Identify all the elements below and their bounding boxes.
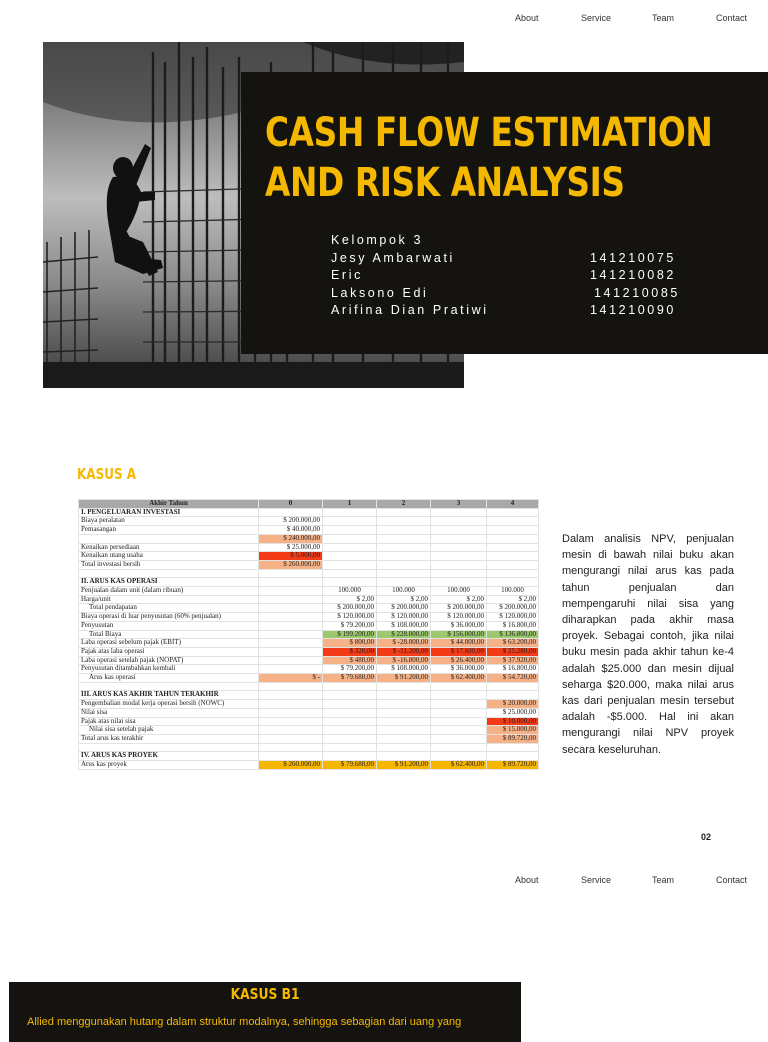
table-cell: [431, 552, 487, 561]
table-row: [79, 761, 539, 770]
table-cell: $ 240.000,00: [259, 534, 323, 543]
table-cell: [377, 743, 431, 752]
row-label: I. PENGELUARAN INVESTASI: [79, 508, 259, 517]
row-label: IV. ARUS KAS PROYEK: [79, 752, 259, 761]
table-cell: $ 200.000,00: [431, 604, 487, 613]
npv-explanation: Dalam analisis NPV, penjualan mesin di bawah nilai buku akan mengurangi nilai arus kas pada tahun penjualan dan mempengaruhi nilai sisa yang diharapkan pada akhir masa proyek. Sebagai contoh, jika nilai buku mesin pada akhir tahun ke-4 adalah $25.000 dan mesin dijual seharga $20.000, maka nilai arus kas dari penjualan mesin tersebut adalah -$5.000. Hal ini akan mengurangi nilai NPV proyek secara keseluruhan.: [562, 533, 734, 756]
table-cell: $ 26.400,00: [431, 656, 487, 665]
kasus-a-heading: KASUS A: [77, 465, 137, 483]
table-row: [79, 508, 539, 517]
table-cell: [323, 560, 377, 569]
table-cell: [259, 604, 323, 613]
table-cell: $ 5.000,00: [259, 552, 323, 561]
table-row: [79, 656, 539, 665]
table-row: [79, 613, 539, 622]
row-label: Biaya operasi di luar penyusutan (60% penjualan): [79, 613, 259, 622]
table-cell: [431, 578, 487, 587]
table-cell: [431, 708, 487, 717]
table-cell: [323, 517, 377, 526]
row-label: Pajak atas laba operasi: [79, 647, 259, 656]
table-cell: $ 89.720,00: [487, 761, 539, 770]
kasus-b1-box: [9, 982, 521, 1042]
table-cell: [259, 752, 323, 761]
table-cell: [259, 691, 323, 700]
column-header: 3: [431, 500, 487, 509]
nav-contact[interactable]: Contact: [716, 875, 748, 885]
table-cell: [487, 508, 539, 517]
table-row: [79, 691, 539, 700]
table-cell: 100.000: [377, 587, 431, 596]
table-cell: $ 91.200,00: [377, 674, 431, 683]
table-cell: $ 228.000,00: [377, 630, 431, 639]
table-cell: [259, 569, 323, 578]
table-cell: [377, 691, 431, 700]
table-cell: $ 200.000,00: [487, 604, 539, 613]
table-row: [79, 734, 539, 743]
table-row: [79, 587, 539, 596]
table-cell: $ 200.000,00: [323, 604, 377, 613]
nav-service[interactable]: Service: [581, 13, 612, 23]
table-cell: [487, 569, 539, 578]
table-cell: [377, 508, 431, 517]
cash-flow-table: [78, 499, 539, 770]
column-header: 2: [377, 500, 431, 509]
row-label: [79, 682, 259, 691]
table-cell: $ 108.000,00: [377, 665, 431, 674]
table-cell: [259, 717, 323, 726]
table-cell: [323, 726, 377, 735]
member-name: Jesy Ambarwati: [331, 250, 455, 265]
table-cell: [377, 560, 431, 569]
table-cell: [259, 595, 323, 604]
title-line-1: CASH FLOW ESTIMATION: [265, 110, 713, 156]
row-label: Harga/unit: [79, 595, 259, 604]
row-label: Total arus kas terakhir: [79, 734, 259, 743]
column-header: 1: [323, 500, 377, 509]
table-cell: $ 2,00: [323, 595, 377, 604]
table-cell: $ 480,00: [323, 656, 377, 665]
table-cell: $ 79.200,00: [323, 621, 377, 630]
table-row: [79, 578, 539, 587]
table-cell: $ 120.000,00: [431, 613, 487, 622]
nav-team[interactable]: Team: [652, 875, 675, 885]
table-cell: $ 25.000,00: [487, 708, 539, 717]
row-label: Laba operasi sebelum pajak (EBIT): [79, 639, 259, 648]
table-cell: [377, 534, 431, 543]
table-cell: $ 17.600,00: [431, 647, 487, 656]
row-label: III. ARUS KAS AKHIR TAHUN TERAKHIR: [79, 691, 259, 700]
table-cell: $ -11.200,00: [377, 647, 431, 656]
row-label: [79, 743, 259, 752]
table-cell: [377, 752, 431, 761]
table-cell: [487, 691, 539, 700]
table-cell: $ 89.720,00: [487, 734, 539, 743]
row-label: Nilai sisa: [79, 708, 259, 717]
table-cell: [431, 534, 487, 543]
table-cell: [259, 682, 323, 691]
table-row: [79, 526, 539, 535]
table-cell: [259, 578, 323, 587]
table-cell: [487, 578, 539, 587]
row-label: Nilai sisa setelah pajak: [79, 726, 259, 735]
table-cell: [431, 743, 487, 752]
table-cell: [431, 691, 487, 700]
member-name: Arifina Dian Pratiwi: [331, 303, 489, 318]
table-cell: $ 36.000,00: [431, 621, 487, 630]
table-cell: [323, 752, 377, 761]
table-cell: [487, 526, 539, 535]
table-cell: $ 25.000,00: [259, 543, 323, 552]
row-label: Penyusutan: [79, 621, 259, 630]
table-cell: [431, 560, 487, 569]
table-cell: $ 260.000,00: [259, 761, 323, 770]
row-label: II. ARUS KAS OPERASI: [79, 578, 259, 587]
table-cell: $ 20.000,00: [487, 700, 539, 709]
table-cell: 100.000: [487, 587, 539, 596]
nav-about[interactable]: About: [515, 875, 539, 885]
table-cell: [323, 708, 377, 717]
nav-about[interactable]: About: [515, 13, 539, 23]
table-cell: [377, 682, 431, 691]
member-id: 141210085: [594, 285, 680, 300]
table-cell: $ 44.000,00: [431, 639, 487, 648]
table-cell: $ -: [259, 674, 323, 683]
table-header-row: [79, 500, 539, 509]
table-cell: $ 16.800,00: [487, 621, 539, 630]
table-cell: [431, 682, 487, 691]
row-label: Total investasi bersih: [79, 560, 259, 569]
table-cell: [487, 534, 539, 543]
kasus-b1-heading: KASUS B1: [230, 985, 300, 1003]
table-cell: $ 37.920,00: [487, 656, 539, 665]
table-cell: $ 79.680,00: [323, 761, 377, 770]
row-label: Laba operasi setelah pajak (NOPAT): [79, 656, 259, 665]
table-cell: [259, 734, 323, 743]
table-cell: [431, 717, 487, 726]
table-cell: [377, 734, 431, 743]
table-cell: [431, 517, 487, 526]
table-cell: $ 10.000,00: [487, 717, 539, 726]
table-cell: [377, 543, 431, 552]
table-cell: [259, 630, 323, 639]
table-row: [79, 743, 539, 752]
table-cell: $ 16.800,00: [487, 665, 539, 674]
table-row: [79, 621, 539, 630]
table-cell: $ 79.200,00: [323, 665, 377, 674]
table-cell: [377, 569, 431, 578]
table-cell: [431, 752, 487, 761]
table-cell: [259, 647, 323, 656]
table-row: [79, 726, 539, 735]
table-cell: 100.000: [431, 587, 487, 596]
table-cell: [377, 708, 431, 717]
table-cell: [431, 543, 487, 552]
row-label: Total Biaya: [79, 630, 259, 639]
table-cell: [259, 726, 323, 735]
table-cell: [323, 700, 377, 709]
table-cell: [487, 543, 539, 552]
table-cell: $ 800,00: [323, 639, 377, 648]
table-cell: [487, 560, 539, 569]
table-cell: $ 62.400,00: [431, 674, 487, 683]
table-cell: [259, 708, 323, 717]
table-cell: [259, 508, 323, 517]
row-label: Pemasangan: [79, 526, 259, 535]
column-header: 0: [259, 500, 323, 509]
member-name: Eric: [331, 268, 363, 283]
table-cell: $ 320,00: [323, 647, 377, 656]
row-label: Pengembalian modal kerja operasi bersih (NOWC): [79, 700, 259, 709]
table-cell: $ 199.200,00: [323, 630, 377, 639]
row-label: Kenaikan utang usaha: [79, 552, 259, 561]
page-number: 02: [701, 832, 712, 842]
member-id: 141210090: [590, 303, 676, 318]
table-row: [79, 560, 539, 569]
table-cell: $ 54.720,00: [487, 674, 539, 683]
table-cell: [323, 743, 377, 752]
table-row: [79, 665, 539, 674]
table-cell: $ 200.000,00: [377, 604, 431, 613]
table-cell: 100.000: [323, 587, 377, 596]
table-cell: [377, 552, 431, 561]
table-cell: $ 2,00: [377, 595, 431, 604]
table-cell: $ 79.680,00: [323, 674, 377, 683]
table-row: [79, 639, 539, 648]
table-cell: [323, 534, 377, 543]
row-label: Pajak atas nilai sisa: [79, 717, 259, 726]
table-cell: $ 156.000,00: [431, 630, 487, 639]
table-row: [79, 674, 539, 683]
column-header: Akhir Tahun: [79, 500, 259, 509]
row-label: [79, 534, 259, 543]
table-cell: [259, 639, 323, 648]
table-row: [79, 708, 539, 717]
table-cell: [487, 682, 539, 691]
row-label: Penjualan dalam unit (dalam ribuan): [79, 587, 259, 596]
kasus-b1-text: Allied menggunakan hutang dalam struktur modalnya, sehingga sebagian dari uang yang: [27, 1016, 462, 1028]
table-row: [79, 682, 539, 691]
table-row: [79, 647, 539, 656]
table-cell: $ 136.800,00: [487, 630, 539, 639]
table-cell: $ 40.000,00: [259, 526, 323, 535]
table-row: [79, 517, 539, 526]
table-cell: [323, 734, 377, 743]
table-cell: [259, 621, 323, 630]
row-label: Penyusutan ditambahkan kembali: [79, 665, 259, 674]
table-cell: [487, 517, 539, 526]
table-row: [79, 752, 539, 761]
table-cell: [377, 517, 431, 526]
table-cell: [323, 552, 377, 561]
table-cell: [487, 743, 539, 752]
group-members: [331, 232, 731, 320]
table-cell: [323, 691, 377, 700]
title-line-2: AND RISK ANALYSIS: [265, 160, 625, 206]
table-row: [79, 534, 539, 543]
table-cell: [377, 526, 431, 535]
table-cell: $ 15.000,00: [487, 726, 539, 735]
row-label: Arus kas operasi: [79, 674, 259, 683]
table-cell: $ 200.000,00: [259, 517, 323, 526]
table-cell: [431, 726, 487, 735]
row-label: Total pendapatan: [79, 604, 259, 613]
table-cell: [377, 717, 431, 726]
table-cell: [431, 734, 487, 743]
table-cell: [259, 656, 323, 665]
table-cell: $ 2,00: [431, 595, 487, 604]
nav-team[interactable]: Team: [652, 13, 675, 23]
member-row: [331, 285, 731, 303]
table-cell: [259, 613, 323, 622]
table-cell: [377, 726, 431, 735]
member-row: [331, 267, 731, 285]
table-cell: $ 2,00: [487, 595, 539, 604]
member-row: [331, 302, 731, 320]
table-cell: $ 120.000,00: [487, 613, 539, 622]
table-cell: [487, 752, 539, 761]
table-cell: [259, 665, 323, 674]
table-cell: $ -16.800,00: [377, 656, 431, 665]
table-cell: $ 25.280,00: [487, 647, 539, 656]
hero-title-box: [241, 72, 768, 354]
table-cell: $ 260.000,00: [259, 560, 323, 569]
table-row: [79, 552, 539, 561]
table-row: [79, 717, 539, 726]
table-cell: [431, 700, 487, 709]
table-row: [79, 604, 539, 613]
nav-service[interactable]: Service: [581, 875, 612, 885]
nav-contact[interactable]: Contact: [716, 13, 748, 23]
column-header: 4: [487, 500, 539, 509]
table-cell: [431, 569, 487, 578]
group-name: Kelompok 3: [331, 233, 424, 247]
row-label: Arus kas proyek: [79, 761, 259, 770]
table-row: [79, 595, 539, 604]
table-cell: [323, 508, 377, 517]
table-cell: [487, 552, 539, 561]
table-cell: $ 120.000,00: [323, 613, 377, 622]
member-id: 141210075: [590, 250, 676, 265]
table-cell: $ 63.200,00: [487, 639, 539, 648]
table-cell: [259, 743, 323, 752]
table-row: [79, 630, 539, 639]
row-label: [79, 569, 259, 578]
table-row: [79, 543, 539, 552]
table-row: [79, 700, 539, 709]
member-name: Laksono Edi: [331, 285, 429, 300]
member-row: [331, 250, 731, 268]
table-cell: $ 36.000,00: [431, 665, 487, 674]
row-label: Kenaikan persediaan: [79, 543, 259, 552]
table-cell: $ -28.000,00: [377, 639, 431, 648]
table-cell: [323, 682, 377, 691]
table-cell: [323, 569, 377, 578]
table-cell: [323, 717, 377, 726]
table-row: [79, 569, 539, 578]
table-cell: $ 62.400,00: [431, 761, 487, 770]
table-cell: [323, 526, 377, 535]
table-cell: [431, 526, 487, 535]
table-cell: [323, 578, 377, 587]
table-cell: [323, 543, 377, 552]
table-cell: [259, 587, 323, 596]
table-cell: [431, 508, 487, 517]
row-label: Biaya peralatan: [79, 517, 259, 526]
table-cell: [377, 578, 431, 587]
member-id: 141210082: [590, 268, 676, 283]
table-cell: $ 120.000,00: [377, 613, 431, 622]
table-cell: [259, 700, 323, 709]
page-title: [265, 108, 712, 208]
table-cell: $ 108.000,00: [377, 621, 431, 630]
table-cell: [377, 700, 431, 709]
table-cell: $ 91.200,00: [377, 761, 431, 770]
